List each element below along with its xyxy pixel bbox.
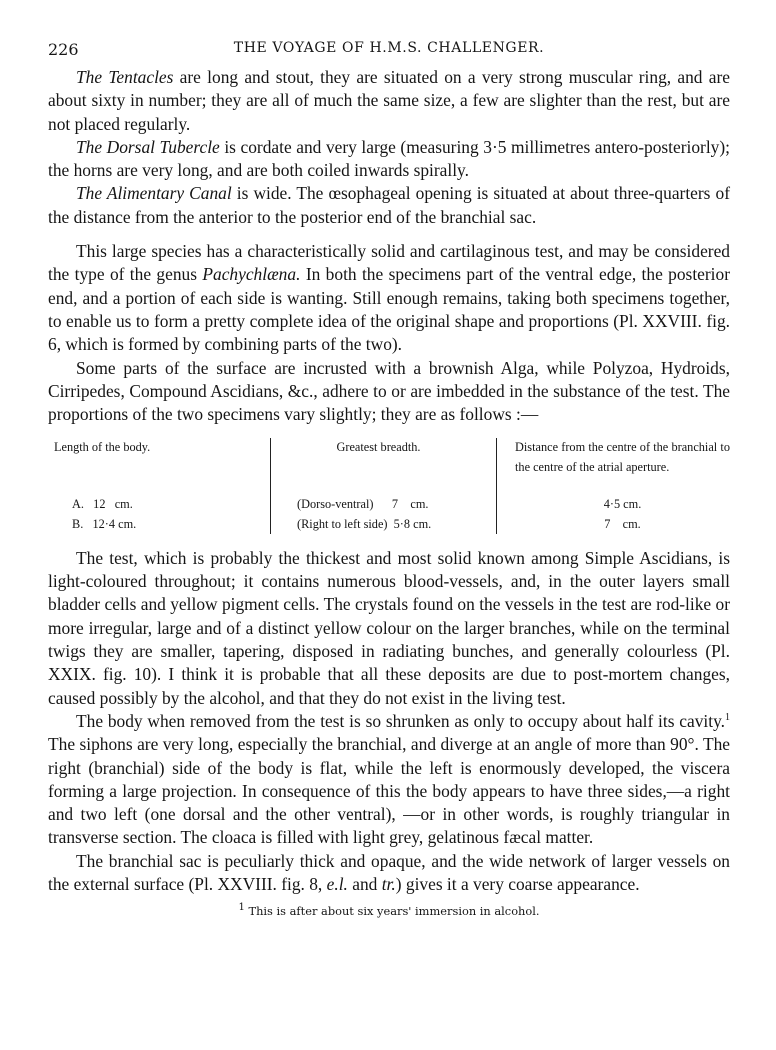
table-cell: (Right to left side) 5·8 cm.: [297, 516, 432, 531]
footnote-mark: 1: [238, 902, 245, 914]
genus-name: Pachychlæna.: [202, 264, 301, 285]
footnote: [48, 904, 730, 918]
footnote-marker: 1: [725, 712, 730, 724]
section-gap: [48, 229, 730, 240]
paragraph-alimentary-canal: [48, 182, 730, 229]
text-branchial-before: The branchial sac is peculiarly thick and opaque, and the wide network of larger vessels on the external surface (Pl. XXVIII. fig. 8,: [48, 850, 730, 895]
footnote-text: This is after about six years' immersion in alcohol.: [244, 904, 540, 919]
paragraph-test: The test, which is probably the thickest and most solid known among Simple Ascidians, is light-coloured throughout; it contains numerous blood-vessels, and, in the outer layers small bladder cells and yellow pigment cells. The crystals found on the vessels in the test are rod-like or more irregular, large and of a distinct yellow colour on the larger branches, while on the terminal twigs they are smaller, tapering, disposed in radiating bunches, and generally colourless (Pl. XXIX. fig. 10). I think it is probable that all these deposits are due to post-mortem changes, caused possibly by the alcohol, and that they do not exist in the living test.: [48, 547, 730, 708]
term-dorsal-tubercle: The Dorsal Tubercle: [76, 136, 220, 157]
table-header-length: Length of the body.: [54, 440, 151, 455]
table-column-distance: [496, 438, 730, 533]
text-body-before: The body when removed from the test is so shrunken as only to occupy about half its cavity.: [76, 710, 725, 731]
table-cell: (Dorso-ventral) 7 cm.: [297, 497, 429, 512]
paragraph-surface: Some parts of the surface are incrusted with a brownish Alga, while Polyzoa, Hydroids, Cirripedes, Compound Ascidians, &c., adhere to or are imbedded in the substance of the test. The proportions of the two specimens vary slightly; they are as follows :—: [48, 357, 730, 425]
text-dorsal-tubercle: is cordate and very large (measuring 3·5 millimetres antero-posteriorly); the horns are very long, and are both coiled inwards spirally.: [48, 136, 730, 181]
table-cell: 7 cm.: [604, 516, 641, 531]
paragraph-tentacles: [48, 66, 730, 136]
table-cell: A. 12 cm.: [72, 497, 133, 512]
running-header: [48, 40, 730, 66]
text-branchial-and: and: [347, 874, 382, 895]
paragraph-dorsal-tubercle: [48, 136, 730, 183]
text-body-after: The siphons are very long, especially the branchial, and diverge at an angle of more than 90°. The right (branchial) side of the body is flat, while the left is enormously developed, the viscera forming a large projection. In consequence of this the body appears to have three sides,—a right and two left (one dorsal and the other ventral), —or in other words, is roughly triangular in transverse section. The cloaca is filled with light grey, gelatinous fæcal matter.: [48, 734, 730, 848]
paragraph-genus: [48, 240, 730, 356]
text-tentacles: are long and stout, they are situated on a very strong muscular ring, and are about sixty in number; they are all of much the same size, a few are slighter than the rest, but are not placed regularly.: [48, 67, 730, 134]
abbr-el: e.l.: [326, 874, 348, 895]
paragraph-branchial: [48, 850, 730, 897]
table-header-breadth: Greatest breadth.: [336, 440, 421, 455]
paragraph-body: [48, 710, 730, 850]
body-text: [48, 66, 730, 896]
text-genus-before: This large species has a characteristically solid and cartilaginous test, and may be considered the type of the genus: [48, 241, 730, 285]
text-branchial-after: ) gives it a very coarse appearance.: [395, 874, 640, 895]
text-genus-after: In both the specimens part of the ventral edge, the posterior end, and a portion of each side is wanting. Still enough remains, taking both specimens together, to enable us to form a pretty complete idea of the original shape and proportions (Pl. XXVIII. fig. 6, which is formed by combining parts of the two).: [48, 264, 730, 355]
table-cell: 4·5 cm.: [603, 497, 642, 512]
page: [48, 40, 730, 918]
term-alimentary-canal: The Alimentary Canal: [76, 183, 232, 204]
table-column-breadth: [270, 438, 496, 533]
term-tentacles: The Tentacles: [76, 67, 174, 87]
running-title: THE VOYAGE OF H.M.S. CHALLENGER.: [233, 40, 545, 56]
text-alimentary-canal: is wide. The œsophageal opening is situated at about three-quarters of the distance from the anterior to the posterior end of the branchial sac.: [48, 183, 730, 227]
table-column-length: [48, 438, 270, 533]
proportions-table: [48, 438, 730, 533]
table-cell: B. 12·4 cm.: [72, 516, 137, 531]
abbr-tr: tr.: [381, 874, 396, 895]
table-header-distance: Distance from the centre of the branchial to the centre of the atrial aperture.: [515, 440, 730, 474]
page-number: 226: [48, 40, 79, 59]
